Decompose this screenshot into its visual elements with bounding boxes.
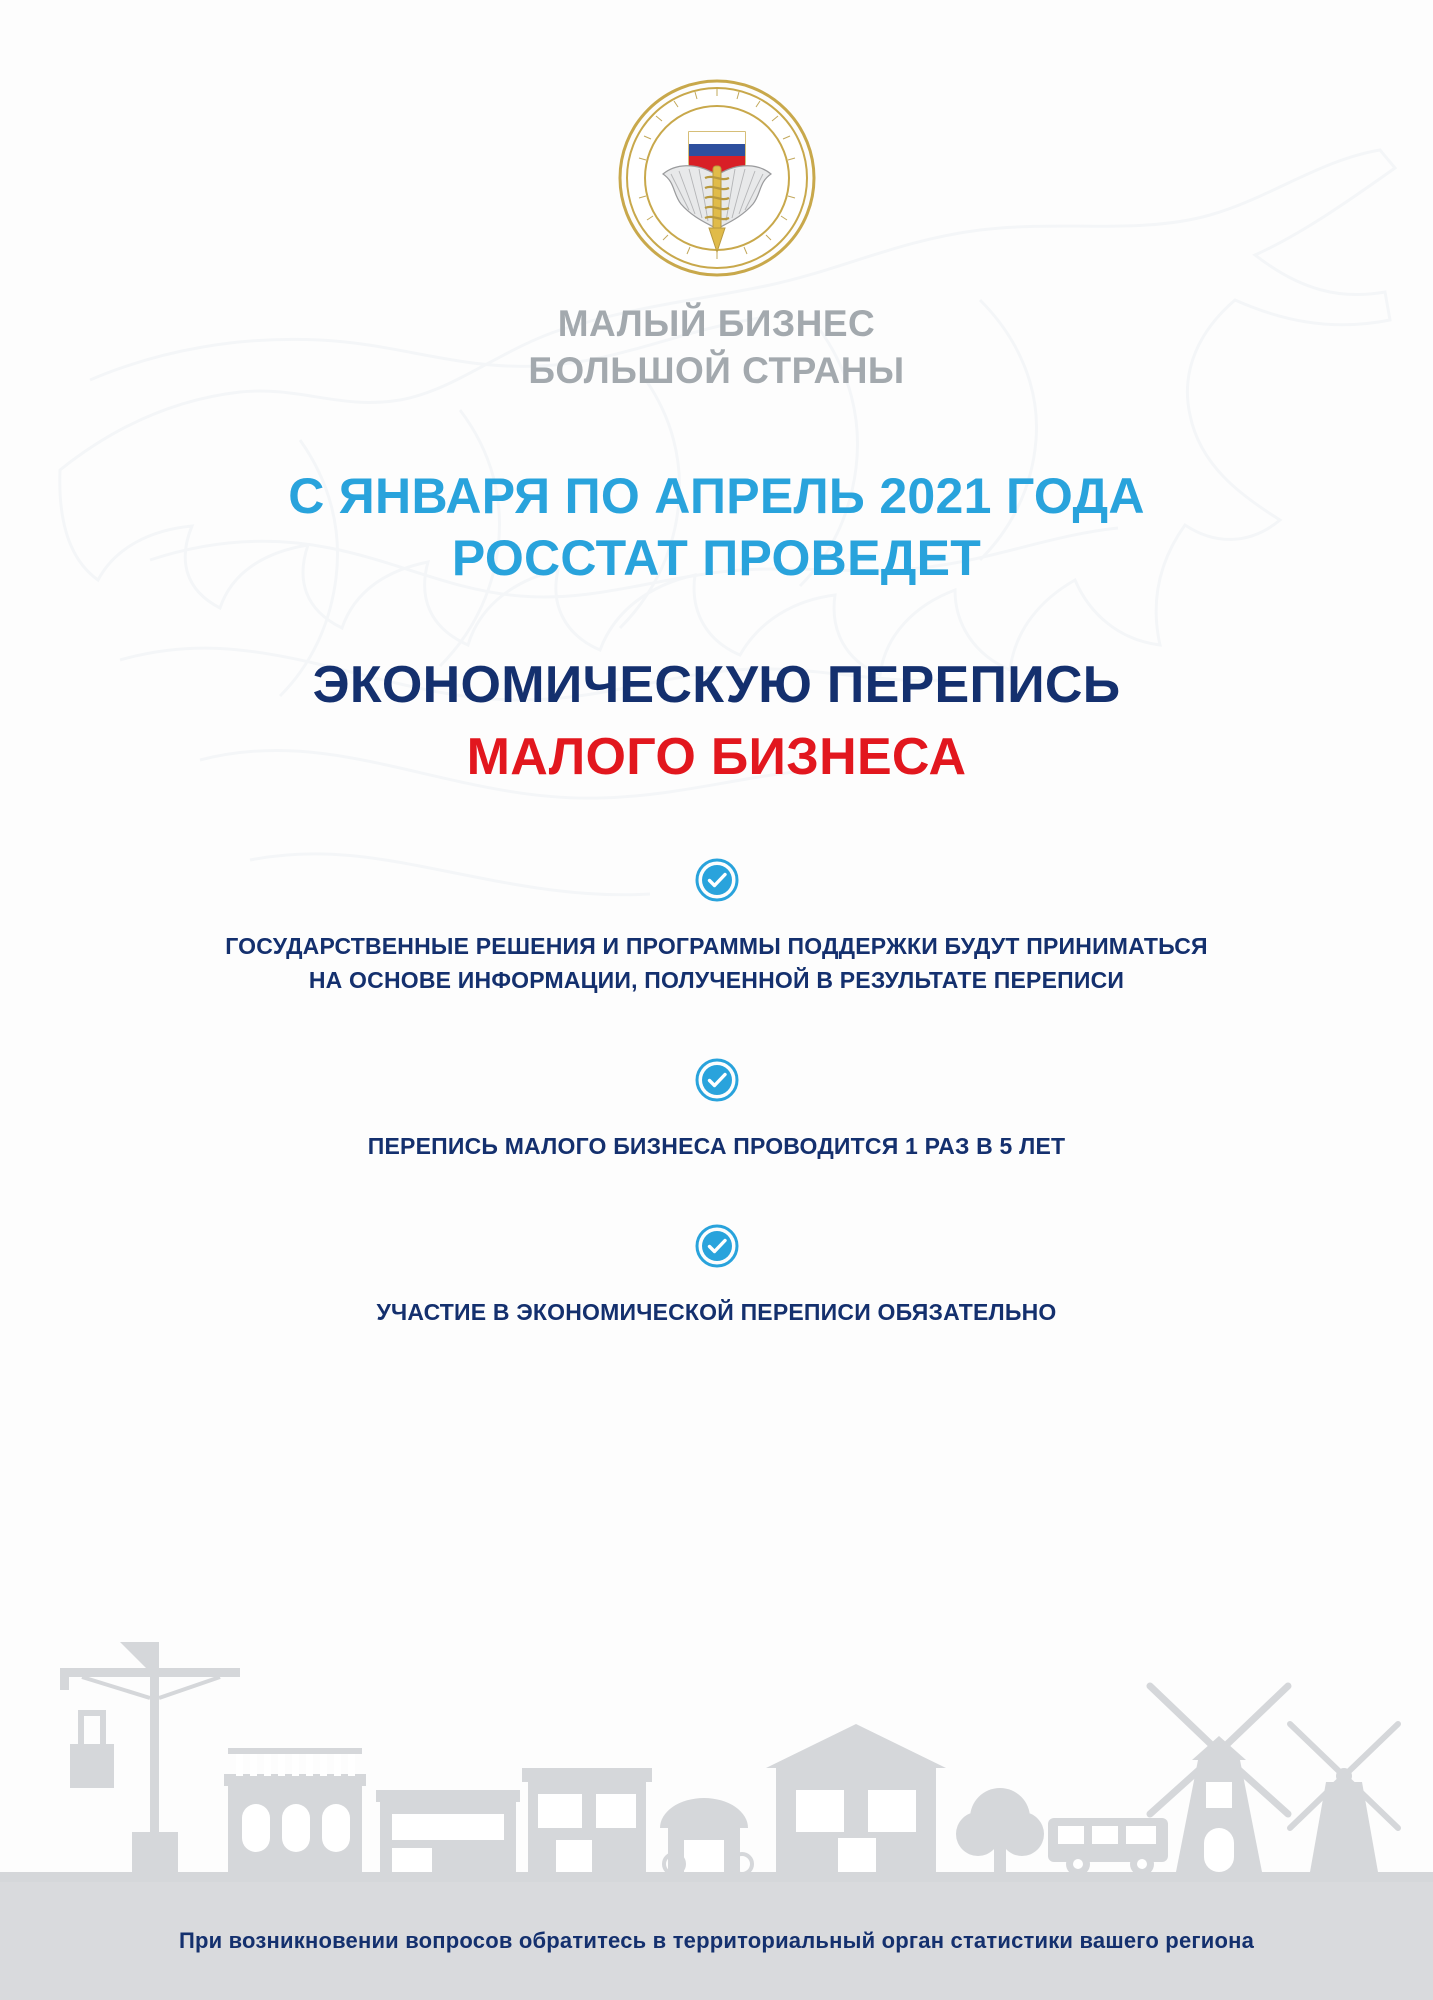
footer-text: При возникновении вопросов обратитесь в территориальный орган статистики вашего региона <box>178 1928 1255 1953</box>
bullet-item-3 <box>0 1223 1433 1329</box>
headline-red: МАЛОГО БИЗНЕСА <box>466 728 967 787</box>
bullet-text-3 <box>127 1296 1307 1329</box>
headline-blue-line-1: С ЯНВАРЯ ПО АПРЕЛЬ 2021 ГОДА <box>288 467 1145 524</box>
rosstat-emblem-icon <box>617 78 817 278</box>
check-circle-icon <box>694 1057 740 1103</box>
bullet-text-1 <box>127 930 1307 997</box>
emblem-container <box>0 0 1433 278</box>
slogan-line-1: МАЛЫЙ БИЗНЕС <box>557 303 876 344</box>
headline-blue <box>0 465 1433 590</box>
bullet-list <box>0 857 1433 1329</box>
headline-navy: ЭКОНОМИЧЕСКУЮ ПЕРЕПИСЬ <box>312 655 1121 714</box>
bullet-1-line-1: ГОСУДАРСТВЕННЫЕ РЕШЕНИЯ И ПРОГРАММЫ ПОДДЕРЖКИ БУДУТ ПРИНИМАТЬСЯ <box>225 933 1208 960</box>
bullet-item-2 <box>0 1057 1433 1163</box>
bullet-3-line-1: УЧАСТИЕ В ЭКОНОМИЧЕСКОЙ ПЕРЕПИСИ ОБЯЗАТЕЛЬНО <box>376 1299 1057 1326</box>
bullet-text-2 <box>127 1130 1307 1163</box>
bullet-item-1 <box>0 857 1433 997</box>
footer-bar <box>0 1882 1433 2000</box>
headline-blue-line-2: РОССТАТ ПРОВЕДЕТ <box>451 530 982 587</box>
slogan <box>0 300 1433 395</box>
slogan-line-2: БОЛЬШОЙ СТРАНЫ <box>528 350 905 392</box>
check-circle-icon <box>694 857 740 903</box>
bullet-2-line-1: ПЕРЕПИСЬ МАЛОГО БИЗНЕСА ПРОВОДИТСЯ 1 РАЗ В 5 ЛЕТ <box>367 1132 1066 1159</box>
bullet-1-line-2: НА ОСНОВЕ ИНФОРМАЦИИ, ПОЛУЧЕННОЙ В РЕЗУЛЬТАТЕ ПЕРЕПИСИ <box>308 966 1125 993</box>
check-circle-icon <box>694 1223 740 1269</box>
